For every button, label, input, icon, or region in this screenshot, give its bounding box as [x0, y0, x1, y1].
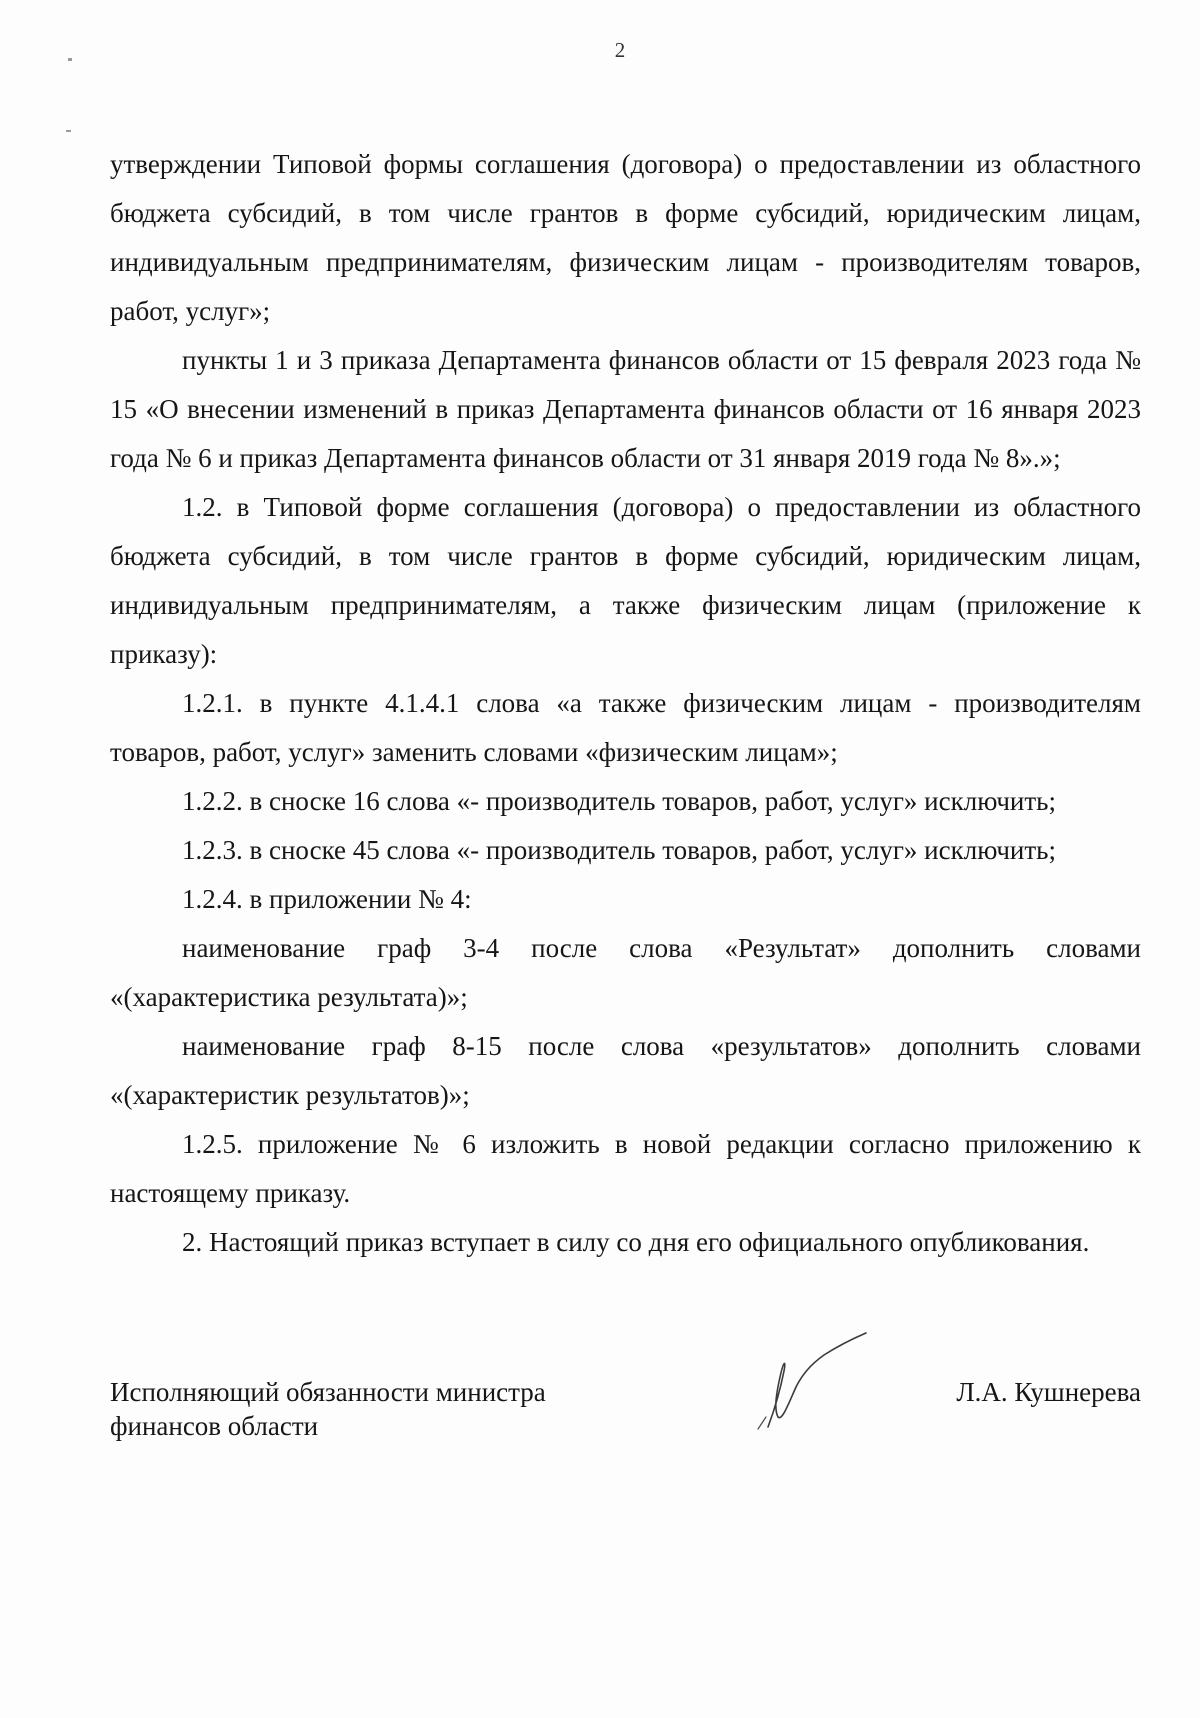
paragraph: 1.2.3. в сноске 45 слова «- производитель товаров, работ, услуг» исключить; — [182, 835, 1056, 865]
paragraph: 1.2.1. в пункте 4.1.4.1 слова «а также физическим лицам - производителям товаров, работ, услуг» заменить словами «физическим лицам»; — [110, 688, 1141, 767]
signer-role-line: финансов области — [110, 1411, 319, 1441]
signer-role-line: Исполняющий обязанности министра — [110, 1377, 546, 1407]
document-body — [110, 140, 1141, 1267]
paragraph: наименование граф 3-4 после слова «Результат» дополнить словами «(характеристика результата)»; — [110, 933, 1141, 1012]
handwritten-signature-icon — [740, 1325, 870, 1435]
paragraph: 1.2. в Типовой форме соглашения (договора) о предоставлении из областного бюджета субсидий, в том числе грантов в форме субсидий, юридическим лицам, индивидуальным предпринимателям, а также физическим лицам (приложение к приказу): — [110, 492, 1141, 669]
scan-speck — [66, 130, 71, 132]
paragraph: 2. Настоящий приказ вступает в силу со дня его официального опубликования. — [182, 1227, 1090, 1257]
page-number: 2 — [614, 38, 626, 62]
signer-name: Л.А. Кушнерева — [956, 1377, 1141, 1407]
paragraph: 1.2.5. приложение № 6 изложить в новой редакции согласно приложению к настоящему приказу. — [110, 1129, 1141, 1208]
signature-block — [110, 1375, 1141, 1465]
paragraph: наименование граф 8-15 после слова «результатов» дополнить словами «(характеристик результатов)»; — [110, 1031, 1141, 1110]
paragraph: утверждении Типовой формы соглашения (договора) о предоставлении из областного бюджета субсидий, в том числе грантов в форме субсидий, юридическим лицам, индивидуальным предпринимателям, физическим лицам - производителям товаров, работ, услуг»; — [110, 149, 1141, 326]
signer-role — [110, 1375, 546, 1443]
paragraph: 1.2.4. в приложении № 4: — [182, 884, 472, 914]
paragraph: пункты 1 и 3 приказа Департамента финансов области от 15 февраля 2023 года № 15 «О внесении изменений в приказ Департамента финансов области от 16 января 2023 года № 6 и приказ Департамента финансов области от 31 января 2019 года № 8».»; — [110, 345, 1141, 473]
paragraph: 1.2.2. в сноске 16 слова «- производитель товаров, работ, услуг» исключить; — [182, 786, 1056, 816]
